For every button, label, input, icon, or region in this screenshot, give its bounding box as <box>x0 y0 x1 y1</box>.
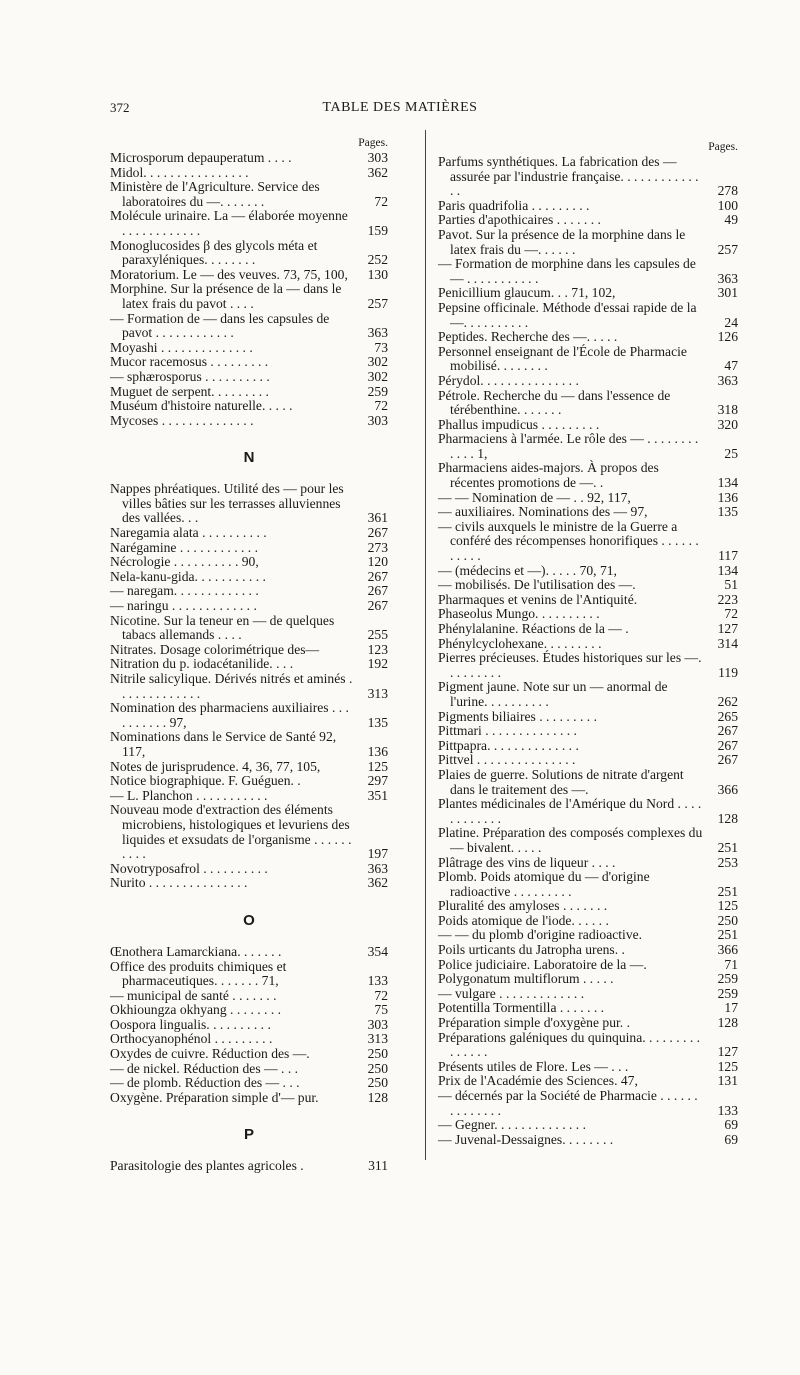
entry-page: 125 <box>717 1058 738 1074</box>
entry-text: Parfums synthétiques. La fabrication des — assurée par l'industrie française. . . . . . . . . . . . . . <box>438 154 699 199</box>
index-entry <box>110 570 388 585</box>
entry-page: 361 <box>367 510 388 526</box>
index-entry <box>110 614 388 643</box>
index-entry <box>110 657 388 672</box>
index-entry <box>438 1089 738 1118</box>
index-entry <box>110 282 388 311</box>
index-entry <box>438 768 738 797</box>
entry-text: — naringu . . . . . . . . . . . . . <box>110 598 257 614</box>
index-entry <box>110 541 388 556</box>
entry-text: Plaies de guerre. Solutions de nitrate d'argent dans le traitement des —. <box>438 766 684 797</box>
index-entry <box>438 914 738 929</box>
index-entry <box>438 753 738 768</box>
entry-page: 120 <box>367 554 388 570</box>
entry-text: Peptides. Recherche des —. . . . . <box>438 329 618 345</box>
entry-text: Pérydol. . . . . . . . . . . . . . . <box>438 372 579 388</box>
index-entry <box>110 862 388 877</box>
entry-page: 69 <box>724 1131 738 1147</box>
entry-text: Potentilla Tormentilla . . . . . . . <box>438 1000 605 1016</box>
entry-text: Phaseolus Mungo. . . . . . . . . . <box>438 606 600 622</box>
index-entry <box>438 870 738 899</box>
entry-text: — Formation de morphine dans les capsules de — . . . . . . . . . . . <box>438 256 696 286</box>
entry-page: 133 <box>717 1102 738 1118</box>
entry-page: 197 <box>367 846 388 862</box>
entry-page: 127 <box>717 1044 738 1060</box>
entry-text: Okhioungza okhyang . . . . . . . . <box>110 1002 282 1018</box>
entry-page: 302 <box>367 368 388 384</box>
index-entry <box>438 1001 738 1016</box>
entry-page: 267 <box>717 752 738 768</box>
index-entry <box>110 876 388 891</box>
entry-page: 363 <box>367 860 388 876</box>
index-entry <box>438 330 738 345</box>
entry-page: 73 <box>374 339 388 355</box>
entry-text: — — du plomb d'origine radioactive. <box>438 927 643 943</box>
index-entry <box>438 199 738 214</box>
index-entry <box>438 680 738 709</box>
entry-text: Pigments biliaires . . . . . . . . . <box>438 708 597 724</box>
entry-page: 134 <box>717 562 738 578</box>
entry-text: Pharmaciens à l'armée. Le rôle des — . . . . . . . . . . . . 1, <box>438 431 699 461</box>
entry-page: 24 <box>724 314 738 330</box>
entry-text: Muguet de serpent. . . . . . . . . <box>110 383 269 399</box>
entry-text: — — Nomination de — . . 92, 117, <box>438 489 631 505</box>
index-entry <box>438 213 738 228</box>
entry-page: 267 <box>367 583 388 599</box>
entry-page: 251 <box>717 839 738 855</box>
entry-page: 72 <box>724 606 738 622</box>
entry-text: — (médecins et —). . . . . 70, 71, <box>438 562 617 578</box>
entry-page: 72 <box>374 193 388 209</box>
entry-page: 134 <box>717 475 738 491</box>
pages-label: Pages. <box>358 137 388 149</box>
index-entry <box>110 399 388 414</box>
entry-text: Personnel enseignant de l'École de Pharmacie mobilisé. . . . . . . . <box>438 343 687 374</box>
entry-text: Pavot. Sur la présence de la morphine dans le latex frais du —. . . . . . <box>438 226 686 257</box>
page-number: 372 <box>110 100 130 115</box>
index-entry <box>438 432 738 461</box>
entry-text: Nouveau mode d'extraction des éléments microbiens, histologiques et levuriens des liquides et exsudats de l'organisme . . . . . . . . . . <box>110 802 352 862</box>
index-entry <box>110 960 388 989</box>
index-entry <box>110 151 388 166</box>
entry-text: — décernés par la Société de Pharmacie . . . . . . . . . . . . . . <box>438 1088 698 1118</box>
entry-text: — vulgare . . . . . . . . . . . . . <box>438 985 585 1001</box>
index-entry <box>438 520 738 564</box>
entry-page: 117 <box>718 548 738 564</box>
entry-text: Nurito . . . . . . . . . . . . . . . <box>110 875 248 891</box>
index-entry <box>110 526 388 541</box>
left-column <box>110 136 388 1174</box>
index-entry <box>438 418 738 433</box>
index-entry <box>438 1031 738 1060</box>
entry-page: 128 <box>367 1089 388 1105</box>
entry-page: 250 <box>367 1075 388 1091</box>
entry-text: Mycoses . . . . . . . . . . . . . . <box>110 412 254 428</box>
entry-text: Préparations galéniques du quinquina. . . . . . . . . . . . . . . <box>438 1029 701 1060</box>
index-list <box>438 155 738 1147</box>
index-entry <box>110 355 388 370</box>
entry-text: Microsporum depauperatum . . . . <box>110 150 292 165</box>
entry-text: Plomb. Poids atomique du — d'origine radioactive . . . . . . . . . <box>438 869 650 899</box>
entry-page: 131 <box>717 1073 738 1089</box>
entry-page: 262 <box>717 693 738 709</box>
entry-text: Orthocyanophénol . . . . . . . . . <box>110 1031 273 1047</box>
index-entry <box>110 760 388 775</box>
index-entry <box>438 637 738 652</box>
entry-page: 125 <box>717 898 738 914</box>
entry-page: 303 <box>367 412 388 428</box>
index-entry <box>438 797 738 826</box>
entry-page: 127 <box>717 621 738 636</box>
entry-text: — de plomb. Réduction des — . . . <box>110 1075 300 1091</box>
entry-page: 273 <box>367 539 388 555</box>
index-entry <box>438 710 738 725</box>
entry-page: 301 <box>717 285 738 301</box>
entry-text: — auxiliaires. Nominations des — 97, <box>438 504 648 520</box>
entry-text: Pittpapra. . . . . . . . . . . . . . <box>438 737 579 753</box>
entry-text: — municipal de santé . . . . . . . <box>110 987 277 1003</box>
entry-page: 71 <box>724 956 738 972</box>
index-entry <box>438 286 738 301</box>
index-entry <box>110 1018 388 1033</box>
entry-text: Pigment jaune. Note sur un — anormal de l'urine. . . . . . . . . . <box>438 679 668 709</box>
entry-page: 250 <box>367 1046 388 1062</box>
entry-page: 123 <box>367 641 388 657</box>
entry-page: 257 <box>717 241 738 257</box>
index-entry <box>110 555 388 570</box>
index-entry <box>438 374 738 389</box>
entry-page: 267 <box>367 568 388 584</box>
entry-text: Muséum d'histoire naturelle. . . . . <box>110 398 293 414</box>
entry-text: — sphærosporus . . . . . . . . . . <box>110 368 270 384</box>
index-entry <box>438 228 738 257</box>
index-list <box>110 151 388 428</box>
entry-page: 303 <box>367 150 388 165</box>
entry-page: 255 <box>367 627 388 643</box>
entry-text: Nominations dans le Service de Santé 92, 117, <box>110 729 337 759</box>
index-entry <box>110 584 388 599</box>
entry-page: 363 <box>717 270 738 286</box>
entry-page: 128 <box>717 810 738 826</box>
entry-page: 297 <box>367 773 388 789</box>
entry-page: 351 <box>367 787 388 803</box>
entry-page: 159 <box>367 222 388 238</box>
entry-page: 267 <box>717 737 738 753</box>
index-entry <box>110 370 388 385</box>
entry-text: Narégamine . . . . . . . . . . . . <box>110 539 258 555</box>
entry-text: — naregam. . . . . . . . . . . . . <box>110 583 259 599</box>
entry-page: 318 <box>717 402 738 418</box>
index-entry <box>438 651 738 680</box>
entry-text: — civils auxquels le ministre de la Guerre a conféré des récompenses honorifiques . . . . . . . . . . . <box>438 518 699 564</box>
entry-page: 130 <box>367 266 388 282</box>
index-entry <box>438 257 738 286</box>
entry-text: Mucor racemosus . . . . . . . . . <box>110 354 269 370</box>
entry-text: Nicotine. Sur la teneur en — de quelques tabacs allemands . . . . <box>110 612 335 643</box>
index-entry <box>110 209 388 238</box>
entry-text: Présents utiles de Flore. Les — . . . <box>438 1058 629 1074</box>
entry-page: 49 <box>724 212 738 228</box>
entry-text: — Juvenal-Dessaignes. . . . . . . . <box>438 1131 614 1147</box>
index-entry <box>110 774 388 789</box>
entry-page: 25 <box>724 445 738 461</box>
entry-text: Moratorium. Le — des veuves. 73, 75, 100, <box>110 266 348 282</box>
entry-text: Pharmaques et venins de l'Antiquité. <box>438 591 638 607</box>
section-letter-o: O <box>243 911 255 929</box>
entry-text: Phénylalanine. Réactions de la — . <box>438 621 629 636</box>
index-entry <box>110 180 388 209</box>
entry-page: 354 <box>367 943 388 959</box>
entry-text: Nomination des pharmaciens auxiliaires . . . . . . . . . . 97, <box>110 700 349 730</box>
entry-text: — Formation de — dans les capsules de pavot . . . . . . . . . . . . <box>110 310 330 341</box>
index-entry <box>438 505 738 520</box>
running-header <box>0 100 800 120</box>
entry-page: 250 <box>717 912 738 928</box>
index-entry <box>110 599 388 614</box>
index-entry <box>438 389 738 418</box>
index-entry <box>438 958 738 973</box>
entry-page: 313 <box>367 1031 388 1047</box>
entry-text: Novotryposafrol . . . . . . . . . . <box>110 860 268 876</box>
index-entry <box>438 972 738 987</box>
entry-page: 267 <box>367 525 388 541</box>
index-entry <box>438 1060 738 1075</box>
entry-page: 259 <box>717 971 738 987</box>
index-entry <box>438 1118 738 1133</box>
entry-page: 303 <box>367 1016 388 1032</box>
entry-page: 313 <box>367 685 388 701</box>
index-entry <box>438 1016 738 1031</box>
entry-page: 363 <box>717 372 738 388</box>
entry-text: Ministère de l'Agriculture. Service des laboratoires du —. . . . . . . <box>110 179 320 209</box>
entry-text: Nitrates. Dosage colorimétrique des— <box>110 641 320 657</box>
index-entry <box>438 155 738 199</box>
index-entry <box>438 1074 738 1089</box>
entry-page: 278 <box>717 183 738 199</box>
entry-page: 314 <box>717 635 738 651</box>
index-entry <box>438 1133 738 1148</box>
entry-page: 265 <box>717 708 738 724</box>
index-list <box>110 945 388 1106</box>
index-entry <box>110 945 388 960</box>
entry-text: — Gegner. . . . . . . . . . . . . . <box>438 1117 587 1133</box>
entry-text: Plantes médicinales de l'Amérique du Nord . . . . . . . . . . . . <box>438 796 702 826</box>
entry-text: Phénylcyclohexane. . . . . . . . . <box>438 635 602 651</box>
section-letter-n: N <box>243 449 255 467</box>
index-entry <box>110 239 388 268</box>
index-entry <box>438 899 738 914</box>
entry-page: 72 <box>374 398 388 414</box>
entry-page: 259 <box>367 383 388 399</box>
index-entry <box>438 301 738 330</box>
entry-page: 362 <box>367 164 388 180</box>
index-entry <box>438 622 738 637</box>
index-entry <box>438 461 738 490</box>
entry-text: Notes de jurisprudence. 4, 36, 77, 105, <box>110 758 321 774</box>
index-entry <box>438 491 738 506</box>
entry-page: 362 <box>367 875 388 891</box>
entry-page: 100 <box>717 197 738 213</box>
entry-text: Œnothera Lamarckiana. . . . . . . <box>110 943 282 959</box>
entry-text: Prix de l'Académie des Sciences. 47, <box>438 1073 638 1089</box>
entry-text: Oospora lingualis. . . . . . . . . . <box>110 1016 271 1032</box>
running-title: TABLE DES MATIÈRES <box>322 100 478 115</box>
entry-text: Office des produits chimiques et pharmaceutiques. . . . . . . 71, <box>110 958 287 989</box>
index-entry <box>110 803 388 861</box>
entry-page: 192 <box>367 656 388 672</box>
entry-page: 125 <box>367 758 388 774</box>
index-entry <box>438 724 738 739</box>
entry-text: Pluralité des amyloses . . . . . . . <box>438 898 608 914</box>
entry-page: 257 <box>367 295 388 311</box>
index-entry <box>110 1159 388 1174</box>
entry-text: Nela-kanu-gida. . . . . . . . . . . <box>110 568 266 584</box>
index-entry <box>110 730 388 759</box>
index-entry <box>110 643 388 658</box>
entry-page: 126 <box>717 329 738 345</box>
index-entry <box>110 1032 388 1047</box>
entry-page: 69 <box>724 1117 738 1133</box>
entry-text: Nitration du p. iodacétanilide. . . . <box>110 656 294 672</box>
entry-text: — mobilisés. De l'utilisation des —. <box>438 577 636 593</box>
entry-page: 311 <box>368 1158 388 1174</box>
entry-text: Pittvel . . . . . . . . . . . . . . . <box>438 752 576 768</box>
entry-text: Naregamia alata . . . . . . . . . . <box>110 525 267 541</box>
index-entry <box>438 826 738 855</box>
entry-page: 135 <box>717 504 738 520</box>
entry-text: Pharmaciens aides-majors. À propos des récentes promotions de —. . <box>438 460 659 491</box>
index-list <box>110 1159 388 1174</box>
entry-text: Préparation simple d'oxygène pur. . <box>438 1015 630 1031</box>
section-letter-p: P <box>243 1126 254 1144</box>
entry-page: 366 <box>717 781 738 797</box>
index-list <box>110 482 388 891</box>
entry-page: 47 <box>724 358 738 374</box>
pages-label: Pages. <box>708 141 738 153</box>
index-entry <box>438 578 738 593</box>
entry-text: Monoglucosides β des glycols méta et paraxyléniques. . . . . . . . <box>110 237 318 268</box>
entry-page: 223 <box>717 591 738 607</box>
index-entry <box>438 987 738 1002</box>
entry-text: Midol. . . . . . . . . . . . . . . . <box>110 164 249 180</box>
entry-text: Nécrologie . . . . . . . . . . 90, <box>110 554 259 570</box>
index-entry <box>110 1091 388 1106</box>
entry-page: 128 <box>717 1015 738 1031</box>
index-entry <box>110 989 388 1004</box>
entry-page: 363 <box>367 325 388 341</box>
index-entry <box>438 856 738 871</box>
entry-page: 251 <box>717 927 738 943</box>
index-entry <box>110 1076 388 1091</box>
entry-page: 253 <box>717 854 738 870</box>
index-entry <box>110 341 388 356</box>
index-entry <box>110 166 388 181</box>
right-column <box>438 136 738 1147</box>
entry-text: — de nickel. Réduction des — . . . <box>110 1060 299 1076</box>
entry-page: 366 <box>717 942 738 958</box>
entry-text: Pierres précieuses. Études historiques sur les —. . . . . . . . . <box>438 650 702 680</box>
entry-text: Poids atomique de l'iode. . . . . . <box>438 912 609 928</box>
entry-page: 267 <box>367 598 388 614</box>
index-entry <box>110 268 388 283</box>
index-entry <box>110 701 388 730</box>
index-entry <box>438 345 738 374</box>
index-entry <box>110 1047 388 1062</box>
entry-page: 135 <box>367 714 388 730</box>
entry-text: Poils urticants du Jatropha urens. . <box>438 942 625 958</box>
index-entry <box>110 414 388 429</box>
entry-text: Oxydes de cuivre. Réduction des —. <box>110 1046 310 1062</box>
entry-text: Polygonatum multiflorum . . . . . <box>438 971 614 987</box>
entry-text: Oxygène. Préparation simple d'— pur. <box>110 1089 319 1105</box>
index-entry <box>438 593 738 608</box>
entry-text: Morphine. Sur la présence de la — dans le latex frais du pavot . . . . <box>110 281 342 311</box>
entry-page: 267 <box>717 723 738 739</box>
entry-text: Parties d'apothicaires . . . . . . . <box>438 212 601 228</box>
entry-page: 136 <box>717 489 738 505</box>
entry-text: Police judiciaire. Laboratoire de la —. <box>438 956 647 972</box>
index-entry <box>438 564 738 579</box>
column-separator <box>425 130 426 1160</box>
index-entry <box>438 928 738 943</box>
entry-text: Moyashi . . . . . . . . . . . . . . <box>110 339 253 355</box>
entry-page: 252 <box>367 252 388 268</box>
index-entry <box>438 607 738 622</box>
index-entry <box>110 482 388 526</box>
entry-text: Pepsine officinale. Méthode d'essai rapide de la —. . . . . . . . . . <box>438 299 697 330</box>
entry-text: Paris quadrifolia . . . . . . . . . <box>438 197 590 213</box>
entry-text: Molécule urinaire. La — élaborée moyenne . . . . . . . . . . . . <box>110 208 348 238</box>
entry-text: Pittmari . . . . . . . . . . . . . . <box>438 723 577 739</box>
index-entry <box>110 1003 388 1018</box>
entry-page: 133 <box>367 973 388 989</box>
index-entry <box>438 739 738 754</box>
entry-page: 51 <box>724 577 738 593</box>
entry-page: 250 <box>367 1060 388 1076</box>
entry-page: 320 <box>717 416 738 432</box>
entry-page: 302 <box>367 354 388 370</box>
entry-page: 251 <box>717 883 738 899</box>
index-entry <box>438 943 738 958</box>
entry-text: Pétrole. Recherche du — dans l'essence de térébenthine. . . . . . . <box>438 387 671 418</box>
index-entry <box>110 312 388 341</box>
index-entry <box>110 789 388 804</box>
entry-page: 259 <box>717 985 738 1001</box>
entry-text: Plâtrage des vins de liqueur . . . . <box>438 854 616 870</box>
entry-page: 72 <box>374 987 388 1003</box>
entry-text: Phallus impudicus . . . . . . . . . <box>438 416 600 432</box>
entry-text: Penicillium glaucum. . . 71, 102, <box>438 285 616 301</box>
index-entry <box>110 1062 388 1077</box>
entry-text: — L. Planchon . . . . . . . . . . . <box>110 787 268 803</box>
entry-text: Nappes phréatiques. Utilité des — pour les villes bâties sur les terrasses alluviennes des vallées. . . <box>110 481 344 526</box>
entry-page: 136 <box>367 743 388 759</box>
entry-text: Parasitologie des plantes agricoles . <box>110 1158 304 1174</box>
entry-text: Nitrile salicylique. Dérivés nitrés et aminés . . . . . . . . . . . . . <box>110 671 353 701</box>
index-entry <box>110 672 388 701</box>
index-entry <box>110 385 388 400</box>
entry-page: 75 <box>374 1002 388 1018</box>
entry-page: 17 <box>724 1000 738 1016</box>
entry-text: Platine. Préparation des composés complexes du — bivalent. . . . . <box>438 825 703 855</box>
entry-text: Notice biographique. F. Guéguen. . <box>110 773 301 789</box>
entry-page: 119 <box>718 664 738 680</box>
